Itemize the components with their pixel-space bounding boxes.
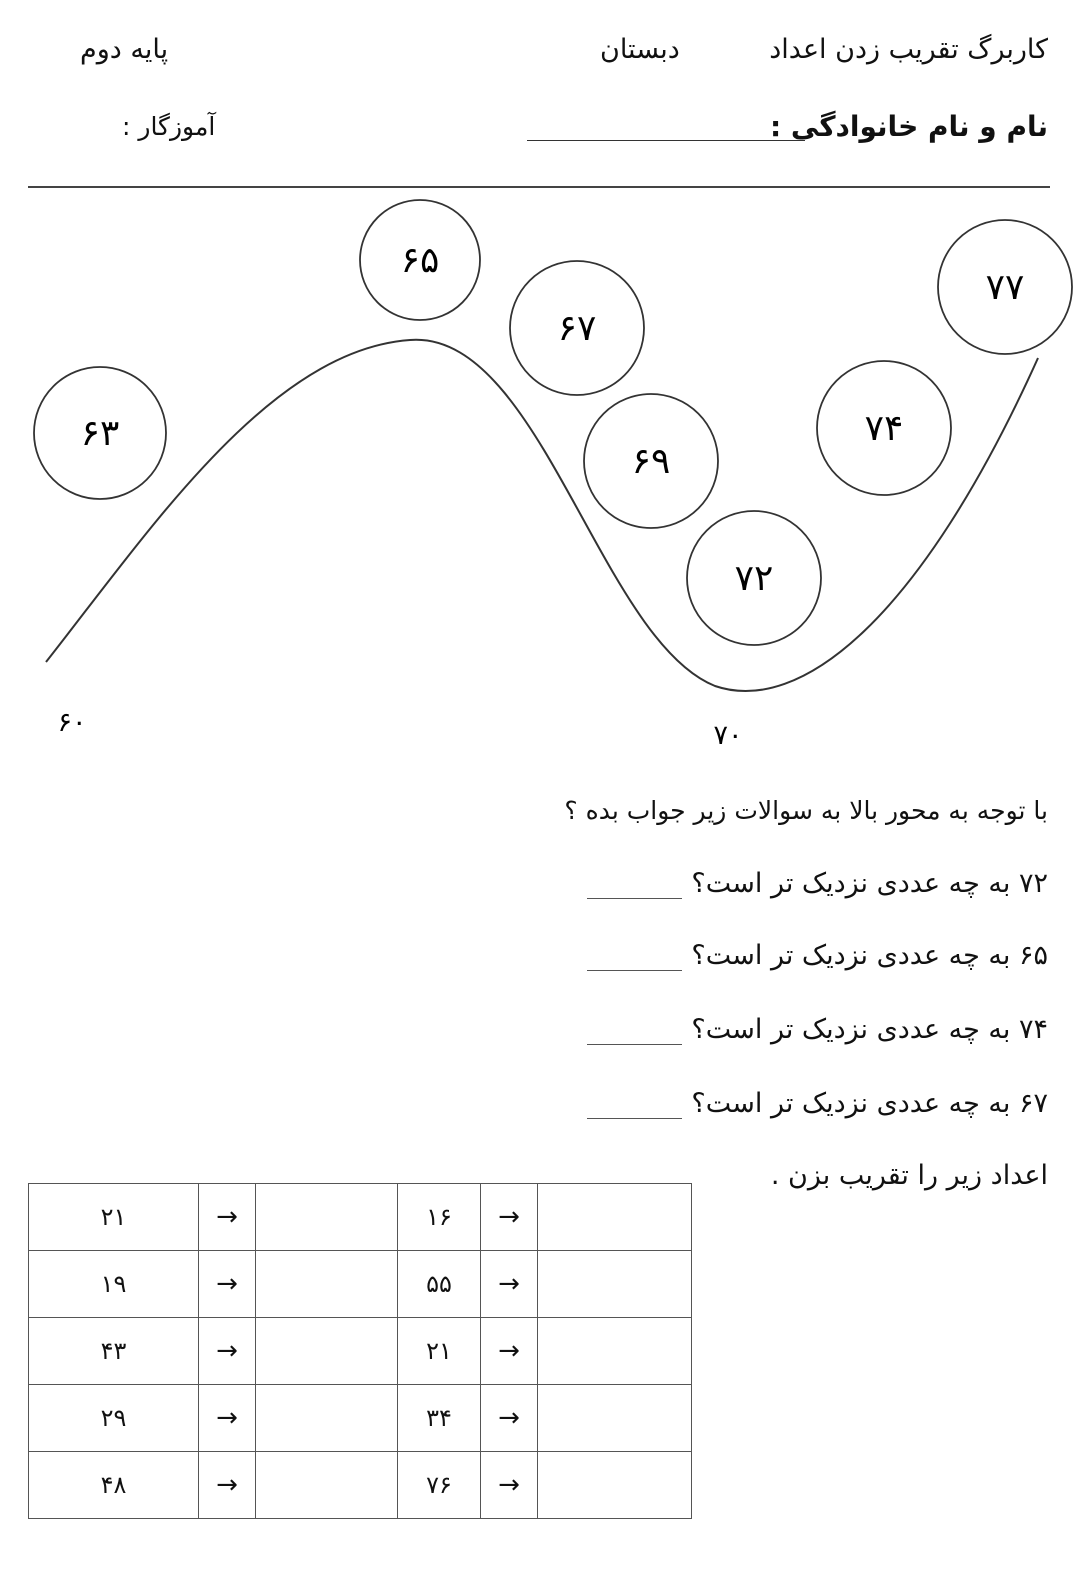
rounding-table <box>28 1183 692 1519</box>
circle-77 <box>938 220 1072 354</box>
arrow-icon: → <box>199 1318 256 1385</box>
circle-69 <box>584 394 718 528</box>
right-answer-cell[interactable] <box>538 1318 692 1385</box>
left-number: ۲۱ <box>29 1184 199 1251</box>
question-3: ۷۴ به چه عددی نزدیک تر است؟ <box>691 1014 1048 1045</box>
answer-field-4[interactable] <box>587 1118 682 1119</box>
answer-field-2[interactable] <box>587 970 682 971</box>
circle-67-label: ۶۷ <box>557 308 597 349</box>
endpoint-60-label: ۶۰ <box>57 707 87 738</box>
arrow-icon: → <box>481 1452 538 1519</box>
arrow-icon: → <box>199 1452 256 1519</box>
arrow-icon: → <box>481 1385 538 1452</box>
grade-label: پایه دوم <box>80 34 169 65</box>
table-row <box>29 1251 692 1318</box>
header-divider <box>28 186 1050 188</box>
table-row <box>29 1385 692 1452</box>
teacher-label: آموزگار : <box>122 112 216 141</box>
arrow-icon: → <box>481 1184 538 1251</box>
right-number: ۳۴ <box>398 1385 481 1452</box>
circle-63 <box>34 367 166 499</box>
circle-63-label: ۶۳ <box>80 413 120 454</box>
rounding-instruction: اعداد زیر را تقریب بزن . <box>770 1160 1048 1191</box>
left-number: ۴۳ <box>29 1318 199 1385</box>
right-number: ۷۶ <box>398 1452 481 1519</box>
left-answer-cell[interactable] <box>256 1184 398 1251</box>
arrow-icon: → <box>481 1318 538 1385</box>
right-answer-cell[interactable] <box>538 1385 692 1452</box>
right-number: ۱۶ <box>398 1184 481 1251</box>
question-4: ۶۷ به چه عددی نزدیک تر است؟ <box>691 1088 1048 1119</box>
circle-72-label: ۷۲ <box>734 558 774 599</box>
questions-instruction: با توجه به محور بالا به سوالات زیر جواب بده ؟ <box>564 796 1048 825</box>
table-row <box>29 1318 692 1385</box>
table-row <box>29 1184 692 1251</box>
left-number: ۴۸ <box>29 1452 199 1519</box>
name-field[interactable] <box>527 140 805 141</box>
left-answer-cell[interactable] <box>256 1452 398 1519</box>
right-number: ۵۵ <box>398 1251 481 1318</box>
question-2: ۶۵ به چه عددی نزدیک تر است؟ <box>691 940 1048 971</box>
worksheet-title: کاربرگ تقریب زدن اعداد <box>769 34 1048 65</box>
arrow-icon: → <box>481 1251 538 1318</box>
left-answer-cell[interactable] <box>256 1318 398 1385</box>
arrow-icon: → <box>199 1251 256 1318</box>
name-label: نام و نام خانوادگی : <box>769 110 1048 143</box>
endpoint-70-label: ۷۰ <box>713 720 743 751</box>
question-1: ۷۲ به چه عددی نزدیک تر است؟ <box>691 868 1048 899</box>
right-number: ۲۱ <box>398 1318 481 1385</box>
circle-74 <box>817 361 951 495</box>
answer-field-1[interactable] <box>587 898 682 899</box>
right-answer-cell[interactable] <box>538 1184 692 1251</box>
left-number: ۲۹ <box>29 1385 199 1452</box>
table-row <box>29 1452 692 1519</box>
number-line-diagram <box>0 195 1080 755</box>
circle-77-label: ۷۷ <box>985 267 1025 308</box>
circle-69-label: ۶۹ <box>631 441 671 482</box>
arrow-icon: → <box>199 1385 256 1452</box>
circle-72 <box>687 511 821 645</box>
circle-65-label: ۶۵ <box>400 240 440 281</box>
circle-67 <box>510 261 644 395</box>
right-answer-cell[interactable] <box>538 1251 692 1318</box>
left-answer-cell[interactable] <box>256 1385 398 1452</box>
answer-field-3[interactable] <box>587 1044 682 1045</box>
school-label: دبستان <box>600 34 680 65</box>
left-answer-cell[interactable] <box>256 1251 398 1318</box>
arrow-icon: → <box>199 1184 256 1251</box>
right-answer-cell[interactable] <box>538 1452 692 1519</box>
circle-74-label: ۷۴ <box>864 408 904 449</box>
circle-65 <box>360 200 480 320</box>
left-number: ۱۹ <box>29 1251 199 1318</box>
